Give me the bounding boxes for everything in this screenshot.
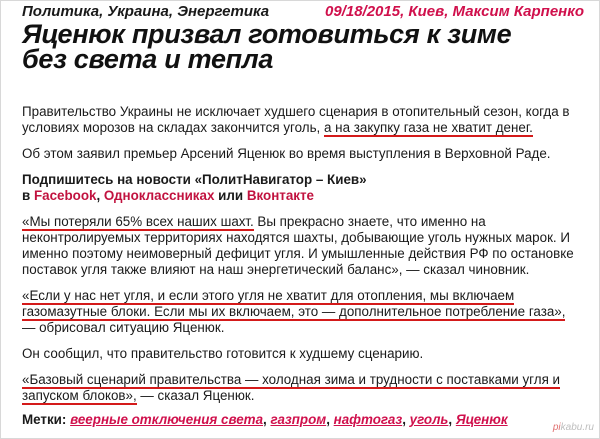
subscribe-sep: , <box>96 188 104 203</box>
paragraph-scenario: Он сообщил, что правительство готовится к худшему сценарию. <box>22 346 424 361</box>
quote-coal <box>22 288 582 336</box>
intro-text: Правительство Украины не исключает худшего сценария в отопительный сезон, когда в условиях морозов на складах закончится уголь, <box>22 104 570 135</box>
quote-coal-underlined: «Если у нас нет угля, и если этого угля не хватит для отопления, мы включаем газомазутные блоки. Если мы их включаем, это — дополнительное потребление газа», <box>22 288 566 319</box>
paragraph-intro <box>22 104 582 136</box>
article-dateline: 09/18/2015, Киев, Максим Карпенко <box>325 3 584 20</box>
article-tags: Метки: веерные отключения света, газпром, нафтогаз, уголь, Яценюк <box>22 412 508 427</box>
quote-base-underlined: «Базовый сценарий правительства — холодная зима и трудности с поставками угля и запуском блоков», <box>22 372 561 403</box>
subscribe-or: или <box>214 188 247 203</box>
intro-underlined: а на закупку газа не хватит денег. <box>324 120 533 135</box>
tags-label: Метки: <box>22 412 71 427</box>
quote-coal-text: — обрисовал ситуацию Яценюк. <box>22 320 225 335</box>
tag-link[interactable]: газпром <box>270 412 327 427</box>
quote-mines-underlined: «Мы потеряли 65% всех наших шахт. <box>22 214 254 229</box>
quote-mines-text: Вы прекрасно знаете, что именно на неконтролируемых территориях находятся шахты, добывающие уголь нужных марок. И именно поэтому неимоверный дефицит угля. И умышленные действия РФ по остановке поставок угля также влияют на наш энергетический баланс», — сказал чиновник. <box>22 214 574 277</box>
tag-link[interactable]: нафтогаз <box>333 412 403 427</box>
odnoklassniki-link[interactable]: Одноклассниках <box>103 188 215 203</box>
article-categories[interactable]: Политика, Украина, Энергетика <box>22 3 270 20</box>
subscribe-title: Подпишитесь на новости «ПолитНавигатор – Киев» <box>22 172 367 187</box>
subscribe-links <box>22 188 582 204</box>
watermark <box>553 422 594 433</box>
quote-mines <box>22 214 582 278</box>
tag-link[interactable]: Яценюк <box>455 412 508 427</box>
facebook-link[interactable]: Facebook <box>33 188 97 203</box>
watermark-domain: kabu.ru <box>560 422 594 433</box>
quote-base-text: — сказал Яценюк. <box>136 388 255 403</box>
tag-link[interactable]: веерные отключения света <box>70 412 264 427</box>
vkontakte-link[interactable]: Вконтакте <box>246 188 315 203</box>
watermark-prefix: pi <box>552 422 561 433</box>
tag-link[interactable]: уголь <box>409 412 449 427</box>
subscribe-prefix: в <box>22 188 34 203</box>
article-body <box>22 104 582 404</box>
paragraph-source: Об этом заявил премьер Арсений Яценюк во время выступления в Верховной Раде. <box>22 146 551 161</box>
article-headline: Яценюк призвал готовиться к зиме без света и тепла <box>22 19 512 74</box>
quote-base-scenario <box>22 372 582 404</box>
